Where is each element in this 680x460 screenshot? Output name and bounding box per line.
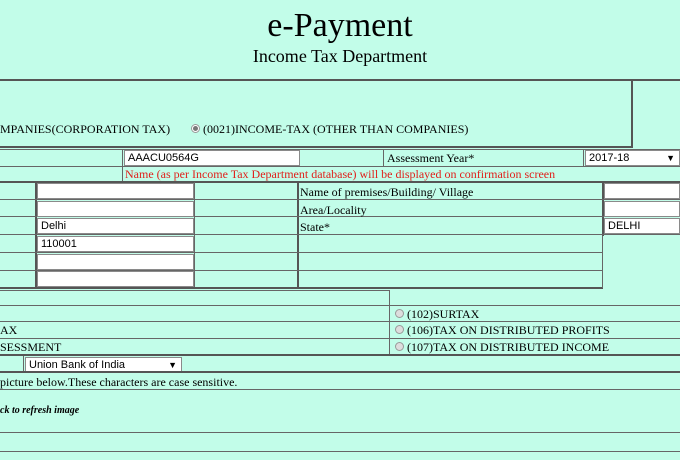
row-line (0, 338, 680, 339)
row-line (0, 234, 680, 235)
extra-input-1[interactable] (37, 254, 194, 270)
address-col-line (602, 236, 603, 288)
area-locality-label: Area/Locality (300, 203, 367, 217)
tax-option-companies-label[interactable]: MPANIES(CORPORATION TAX) (0, 122, 171, 136)
payment-option-left-3[interactable]: SESSMENT (0, 340, 62, 354)
top-right-divider (631, 79, 633, 147)
col-line (383, 149, 384, 166)
col-line (122, 149, 123, 181)
chevron-down-icon: ▼ (168, 360, 177, 370)
refresh-captcha-link[interactable]: ck to refresh image (0, 405, 80, 416)
name-display-note: Name (as per Income Tax Department database) will be displayed on confirmation screen (125, 167, 556, 181)
row-line (0, 290, 390, 291)
page-title: e-Payment (267, 7, 413, 44)
bank-col-line (23, 356, 24, 371)
row-line (0, 389, 680, 390)
address-col-line (297, 182, 299, 288)
payment-option-left-2[interactable]: AX (0, 323, 18, 337)
row-line (0, 199, 680, 200)
city-input[interactable]: Delhi (37, 218, 194, 234)
state-label: State* (300, 220, 330, 234)
bank-bottom-border (0, 371, 680, 373)
premises-input[interactable] (604, 183, 680, 199)
col-line (583, 149, 584, 166)
row-line (0, 451, 680, 452)
page-subtitle: Income Tax Department (252, 46, 428, 66)
distributed-income-label[interactable]: (107)TAX ON DISTRIBUTED INCOME (407, 340, 610, 354)
tax-type-bottom-border (0, 146, 633, 148)
state-value: DELHI (608, 220, 641, 232)
captcha-instruction: picture below.These characters are case sensitive. (0, 375, 238, 389)
payment-bottom-border (0, 354, 680, 356)
surtax-label[interactable]: (102)SURTAX (407, 307, 480, 321)
surtax-radio[interactable] (395, 309, 404, 318)
premises-label: Name of premises/Building/ Village (300, 185, 474, 199)
chevron-down-icon: ▼ (666, 153, 675, 163)
assessment-year-select[interactable] (585, 150, 680, 166)
assessment-year-value: 2017-18 (589, 152, 630, 164)
row-line (0, 321, 680, 322)
extra-input-2[interactable] (37, 271, 194, 287)
state-select[interactable] (604, 218, 680, 234)
pan-input[interactable]: AAACU0564G (124, 150, 300, 166)
distributed-profits-radio[interactable] (395, 325, 404, 334)
distributed-income-radio[interactable] (395, 342, 404, 351)
address-col-line (194, 182, 195, 288)
road-street-input[interactable] (37, 201, 194, 217)
tax-option-income-tax-label[interactable]: (0021)INCOME-TAX (OTHER THAN COMPANIES) (203, 122, 469, 136)
address-bottom-border (0, 287, 603, 289)
assessment-year-label: Assessment Year* (387, 151, 475, 165)
payment-col-line (389, 290, 390, 355)
row-line (0, 252, 603, 253)
row-line (0, 149, 680, 150)
area-locality-input[interactable] (604, 201, 680, 217)
row-line (0, 305, 680, 306)
flat-door-input[interactable] (37, 183, 194, 199)
bank-value: Union Bank of India (29, 359, 126, 371)
row-line (0, 432, 680, 433)
distributed-profits-label[interactable]: (106)TAX ON DISTRIBUTED PROFITS (407, 323, 610, 337)
form-top-border (0, 79, 680, 81)
tax-option-income-tax-radio[interactable] (191, 124, 200, 133)
pin-input[interactable]: 110001 (37, 236, 194, 252)
